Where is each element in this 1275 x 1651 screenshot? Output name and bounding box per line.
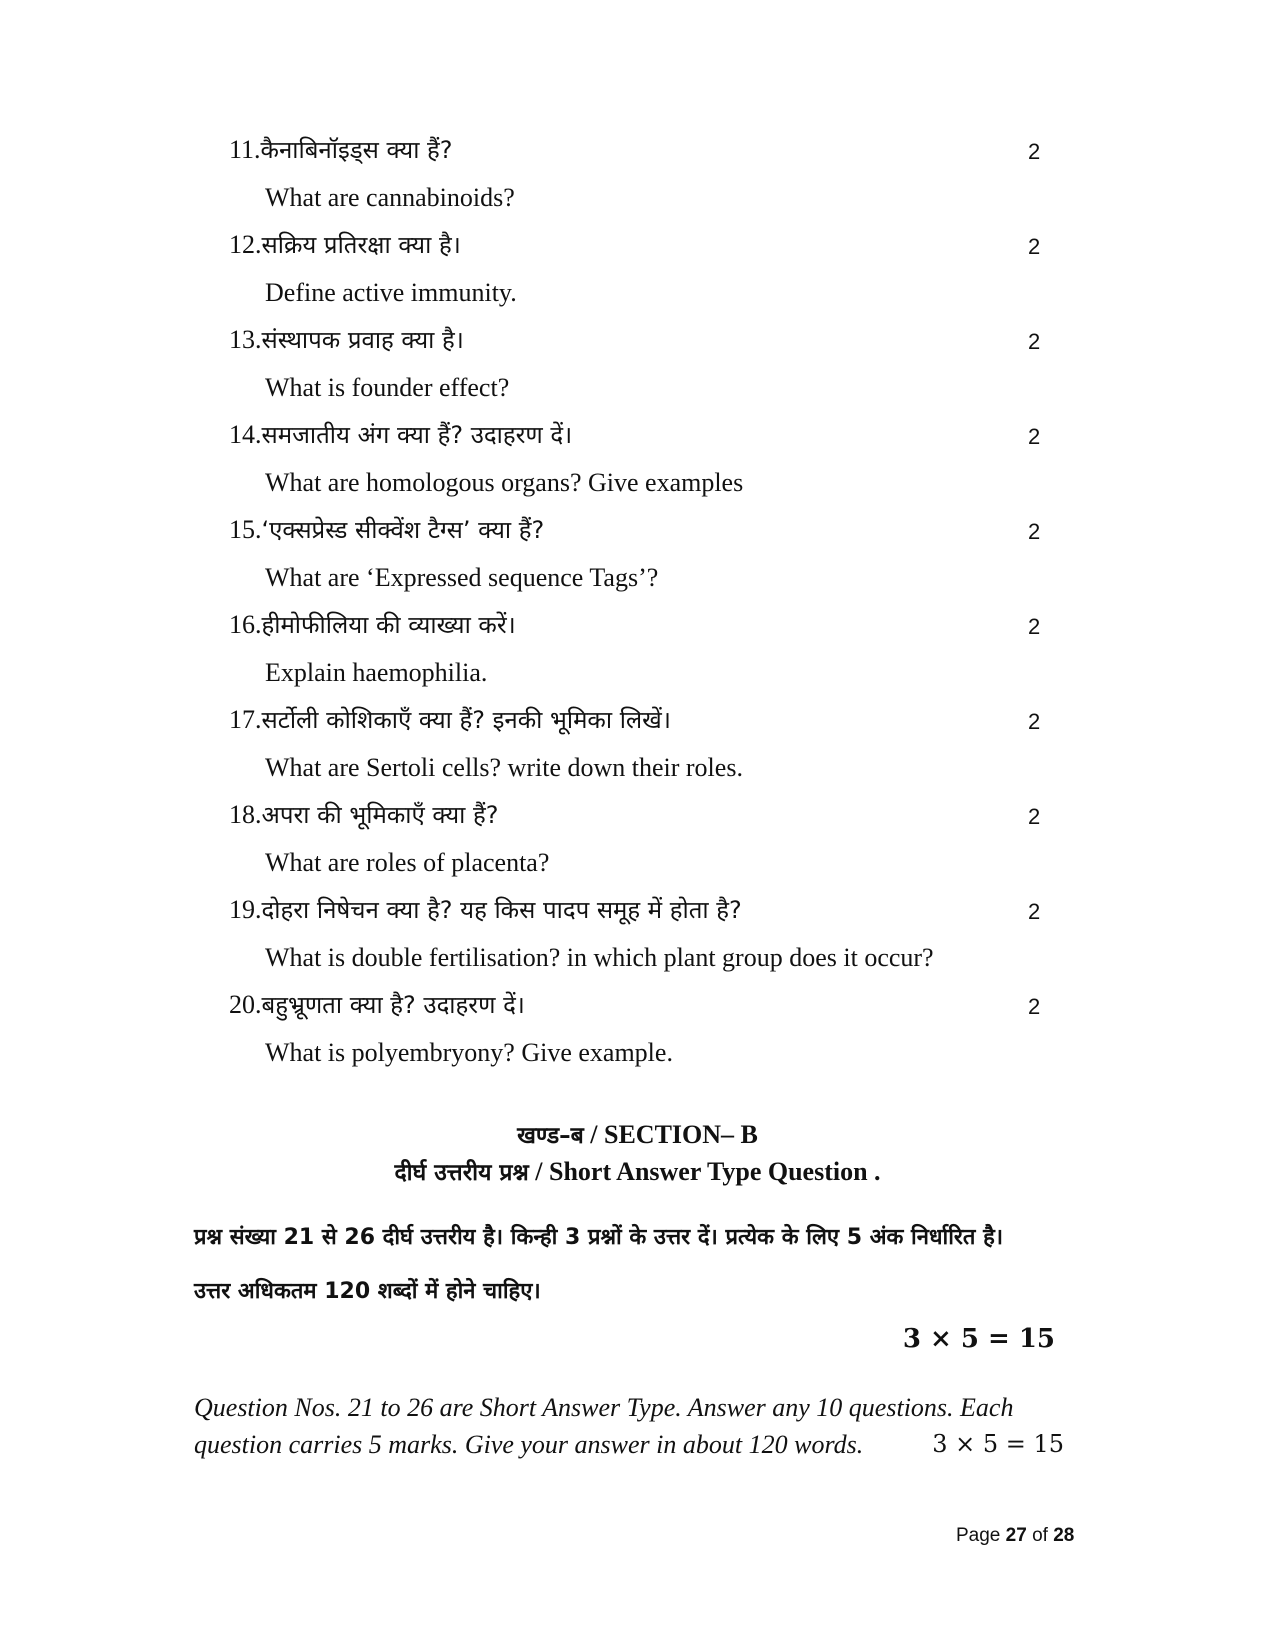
instructions-english: [194, 1389, 1064, 1463]
total-pages: 28: [1053, 1525, 1075, 1546]
question-english: What is founder effect?: [265, 373, 510, 402]
section-title: [0, 1118, 1275, 1153]
section-subtitle: [0, 1155, 1275, 1190]
instructions-hindi: प्रश्न संख्या 21 से 26 दीर्घ उत्तरीय है। किन्ही 3 प्रश्नों के उत्तर दें। प्रत्येक के लिए 5 अंक निर्धारित है। उत्तर अधिकतम 120 शब्दों में होने चाहिए।: [194, 1225, 1004, 1304]
instructions-english-text: Question Nos. 21 to 26 are Short Answer Type. Answer any 10 questions. Each question carries 5 marks. Give your answer in about 120 words.: [194, 1393, 1014, 1459]
current-page: 27: [1005, 1525, 1027, 1546]
question-marks: 2: [1028, 804, 1041, 829]
question-marks: 2: [1028, 139, 1041, 164]
question-english: What are roles of placenta?: [265, 848, 550, 877]
marks-formula: 3 × 5 = 15: [902, 1324, 1055, 1354]
instructions-english-formula: 3 × 5 = 15: [932, 1430, 1064, 1458]
question-hindi: सक्रिय प्रतिरक्षा क्या है।: [261, 231, 461, 259]
question-number: 15.: [229, 515, 262, 544]
question-hindi: संस्थापक प्रवाह क्या है।: [261, 326, 464, 354]
question-english: What are ‘Expressed sequence Tags’?: [265, 563, 659, 592]
page-of-label: of: [1026, 1525, 1054, 1546]
question-marks: 2: [1028, 424, 1041, 449]
question-number: 17.: [229, 705, 262, 734]
question-number: 19.: [229, 895, 262, 924]
question-number: 11.: [229, 135, 261, 164]
question-hindi: बहुभ्रूणता क्या है? उदाहरण दें।: [261, 991, 525, 1019]
question-hindi: हीमोफीलिया की व्याख्या करें।: [261, 611, 516, 639]
question-english: What are cannabinoids?: [265, 183, 515, 212]
question-number: 13.: [229, 325, 262, 354]
section-title-english: / SECTION– B: [583, 1120, 758, 1149]
section-subtitle-english: / Short Answer Type Question .: [528, 1157, 881, 1186]
question-hindi: ‘एक्सप्रेस्ड सीक्वेंश टैग्स’ क्या हैं?: [261, 516, 545, 544]
question-number: 20.: [229, 990, 262, 1019]
question-hindi: दोहरा निषेचन क्या है? यह किस पादप समूह में होता है?: [261, 896, 742, 924]
question-marks: 2: [1028, 899, 1041, 924]
question-english: Explain haemophilia.: [265, 658, 488, 687]
question-hindi: सर्टोली कोशिकाएँ क्या हैं? इनकी भूमिका लिखें।: [261, 706, 671, 734]
question-hindi: समजातीय अंग क्या हैं? उदाहरण दें।: [261, 421, 573, 449]
question-marks: 2: [1028, 614, 1041, 639]
question-english: What is double fertilisation? in which plant group does it occur?: [265, 943, 934, 972]
question-number: 16.: [229, 610, 262, 639]
question-marks: 2: [1028, 519, 1041, 544]
question-marks: 2: [1028, 709, 1041, 734]
question-hindi: अपरा की भूमिकाएँ क्या हैं?: [261, 801, 499, 829]
question-number: 18.: [229, 800, 262, 829]
question-number: 14.: [229, 420, 262, 449]
page-prefix: Page: [956, 1525, 1006, 1546]
question-marks: 2: [1028, 994, 1041, 1019]
question-marks: 2: [1028, 234, 1041, 259]
question-hindi: कैनाबिनॉइड्स क्या हैं?: [260, 136, 453, 164]
question-english: What are Sertoli cells? write down their roles.: [265, 753, 743, 782]
question-number: 12.: [229, 230, 262, 259]
section-title-hindi: खण्ड–ब: [517, 1123, 584, 1149]
section-subtitle-hindi: दीर्घ उत्तरीय प्रश्न: [394, 1160, 529, 1186]
question-english: What is polyembryony? Give example.: [265, 1038, 673, 1067]
question-english: What are homologous organs? Give examples: [265, 468, 744, 497]
page-number: [956, 1524, 1074, 1548]
question-marks: 2: [1028, 329, 1041, 354]
question-english: Define active immunity.: [265, 278, 517, 307]
